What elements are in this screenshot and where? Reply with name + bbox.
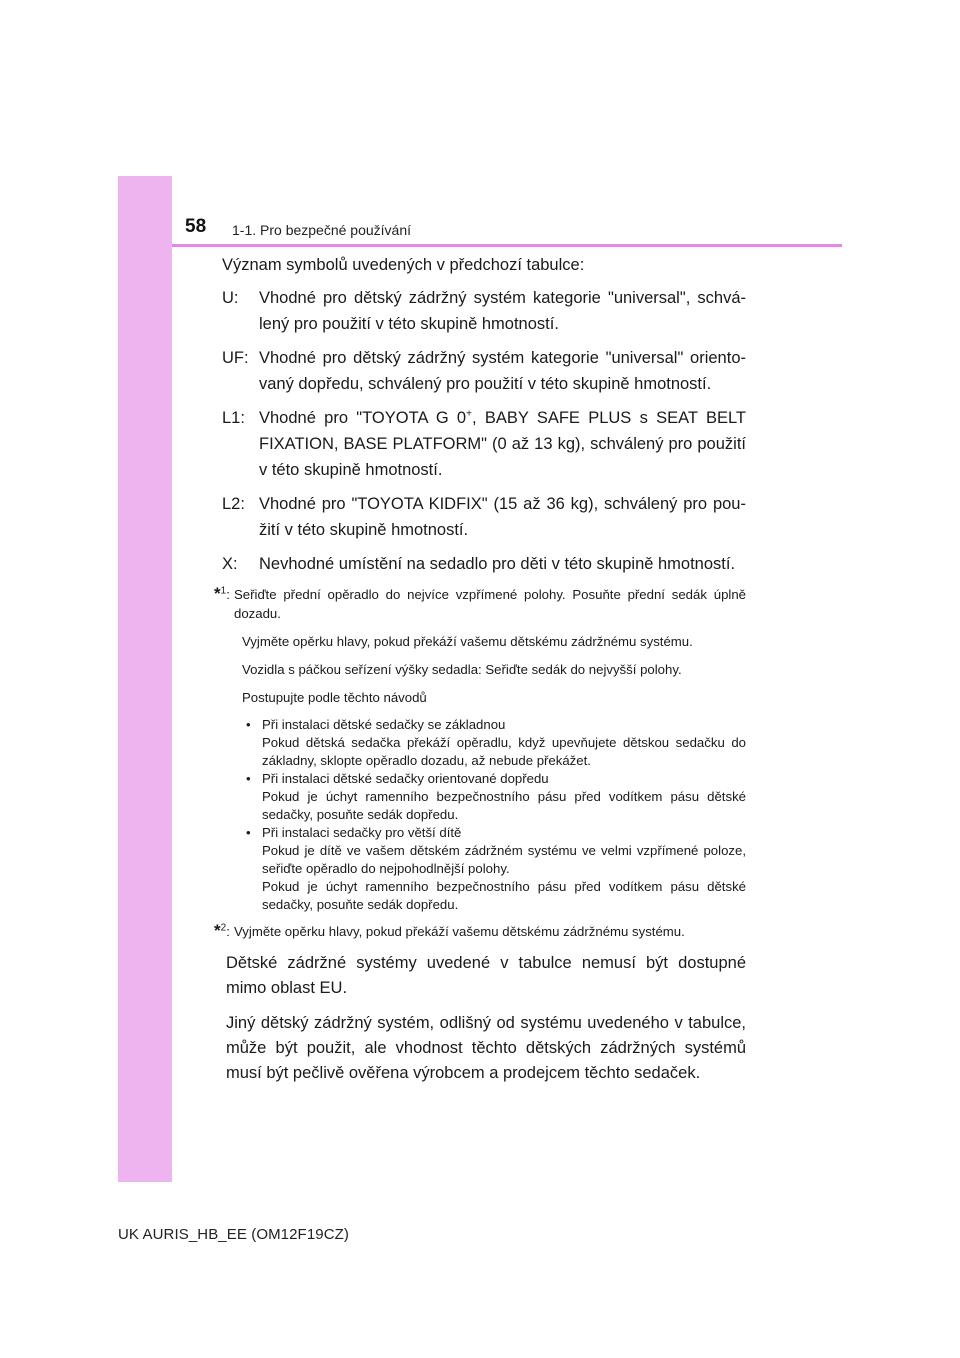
list-item (242, 716, 746, 770)
footnote-2 (214, 921, 746, 941)
legend-text-part: Vhodné pro "TOYOTA G 0 (259, 409, 467, 427)
list-item (242, 824, 746, 914)
legend-text: Vhodné pro dětský zádržný systém kategorie "universal" orientovaný dopředu, schválený pro použití v této skupině hmotností. (259, 349, 746, 393)
footer-model-code: UK AURIS_HB_EE (OM12F19CZ) (118, 1226, 349, 1243)
header-divider (172, 244, 842, 247)
list-item (242, 770, 746, 824)
footnote-text: Seřiďte přední opěradlo do nejvíce vzpřímené polohy. Posuňte přední sedák úplně dozadu. (234, 587, 746, 621)
bullet-icon: • (246, 771, 251, 786)
legend-text-part: , BABY SAFE PLUS s SEAT BELT FIXATION, BASE PLATFORM" (0 až 13 kg), schválený pro použití v této skupině hmotností. (259, 409, 746, 479)
bullet-icon: • (246, 717, 251, 732)
page-content (214, 253, 746, 1086)
legend-text (259, 405, 746, 483)
legend-item-l1 (222, 405, 746, 483)
superscript-plus: + (466, 408, 472, 420)
instruction-list (242, 716, 746, 914)
list-item-body: Pokud je úchyt ramenního bezpečnostního pásu před vodítkem pásu dětské sedačky, posuňte sedák dopředu. (262, 789, 746, 822)
availability-paragraph: Dětské zádržné systémy uvedené v tabulce nemusí být dostupné mimo oblast EU. (226, 954, 746, 997)
chapter-sidebar-tab (118, 176, 172, 1182)
list-item-body: Pokud je dítě ve vašem dětském zádržném systému ve velmi vzpřímené poloze, seřiďte opěradlo do nejpohodlnější polohy. (262, 843, 746, 876)
bullet-icon: • (246, 825, 251, 840)
footnote-text: Vyjměte opěrku hlavy, pokud překáží vašemu dětskému zádržnému systému. (234, 924, 685, 939)
legend-code: L2: (222, 495, 245, 513)
list-item-title: Při instalaci dětské sedačky se základnou (262, 717, 506, 732)
page-number: 58 (185, 216, 207, 237)
list-item-body: Pokud dětská sedačka překáží opěradlu, když upevňujete dětskou sedačku do základny, sklopte opěradlo dozadu, až nebude překážet. (262, 735, 746, 768)
footnote-paragraph: Vyjměte opěrku hlavy, pokud překáží vašemu dětskému zádržnému systému. (242, 634, 693, 649)
footnote-marker: *$^2$: (214, 921, 230, 940)
legend-text: Vhodné pro "TOYOTA KIDFIX" (15 až 36 kg), schválený pro použití v této skupině hmotností. (259, 495, 746, 539)
legend-intro: Význam symbolů uvedených v předchozí tabulce: (222, 256, 585, 274)
legend-text: Vhodné pro dětský zádržný systém kategorie "universal", schválený pro použití v této skupině hmotností. (259, 289, 746, 333)
legend-item-l2 (222, 491, 746, 543)
legend-item-uf (222, 345, 746, 397)
footnote-paragraph: Postupujte podle těchto návodů (242, 690, 427, 705)
legend-code: L1: (222, 409, 245, 427)
legend-text: Nevhodné umístění na sedadlo pro děti v této skupině hmotností. (259, 555, 736, 573)
footnote-1 (214, 584, 746, 914)
alternative-systems-paragraph: Jiný dětský zádržný systém, odlišný od systému uvedeného v tabulce, může být použit, ale vhodnost těchto dětských zádržných systémů musí být pečlivě ověřena výrobcem a prodejcem těchto sedaček. (226, 1014, 746, 1082)
list-item-body: Pokud je úchyt ramenního bezpečnostního pásu před vodítkem pásu dětské sedačky, posuňte sedák dopředu. (262, 879, 746, 912)
legend-item-u (222, 285, 746, 337)
list-item-title: Při instalaci dětské sedačky orientované dopředu (262, 771, 549, 786)
section-title: 1-1. Pro bezpečné používání (232, 222, 412, 238)
footnote-marker: *$^1$: (214, 584, 230, 603)
legend-item-x (222, 551, 746, 577)
list-item-title: Při instalaci sedačky pro větší dítě (262, 825, 462, 840)
footnote-paragraph: Vozidla s páčkou seřízení výšky sedadla: Seřiďte sedák do nejvyšší polohy. (242, 662, 682, 677)
legend-code: X: (222, 555, 238, 573)
legend-code: UF: (222, 349, 249, 367)
legend-code: U: (222, 289, 239, 307)
